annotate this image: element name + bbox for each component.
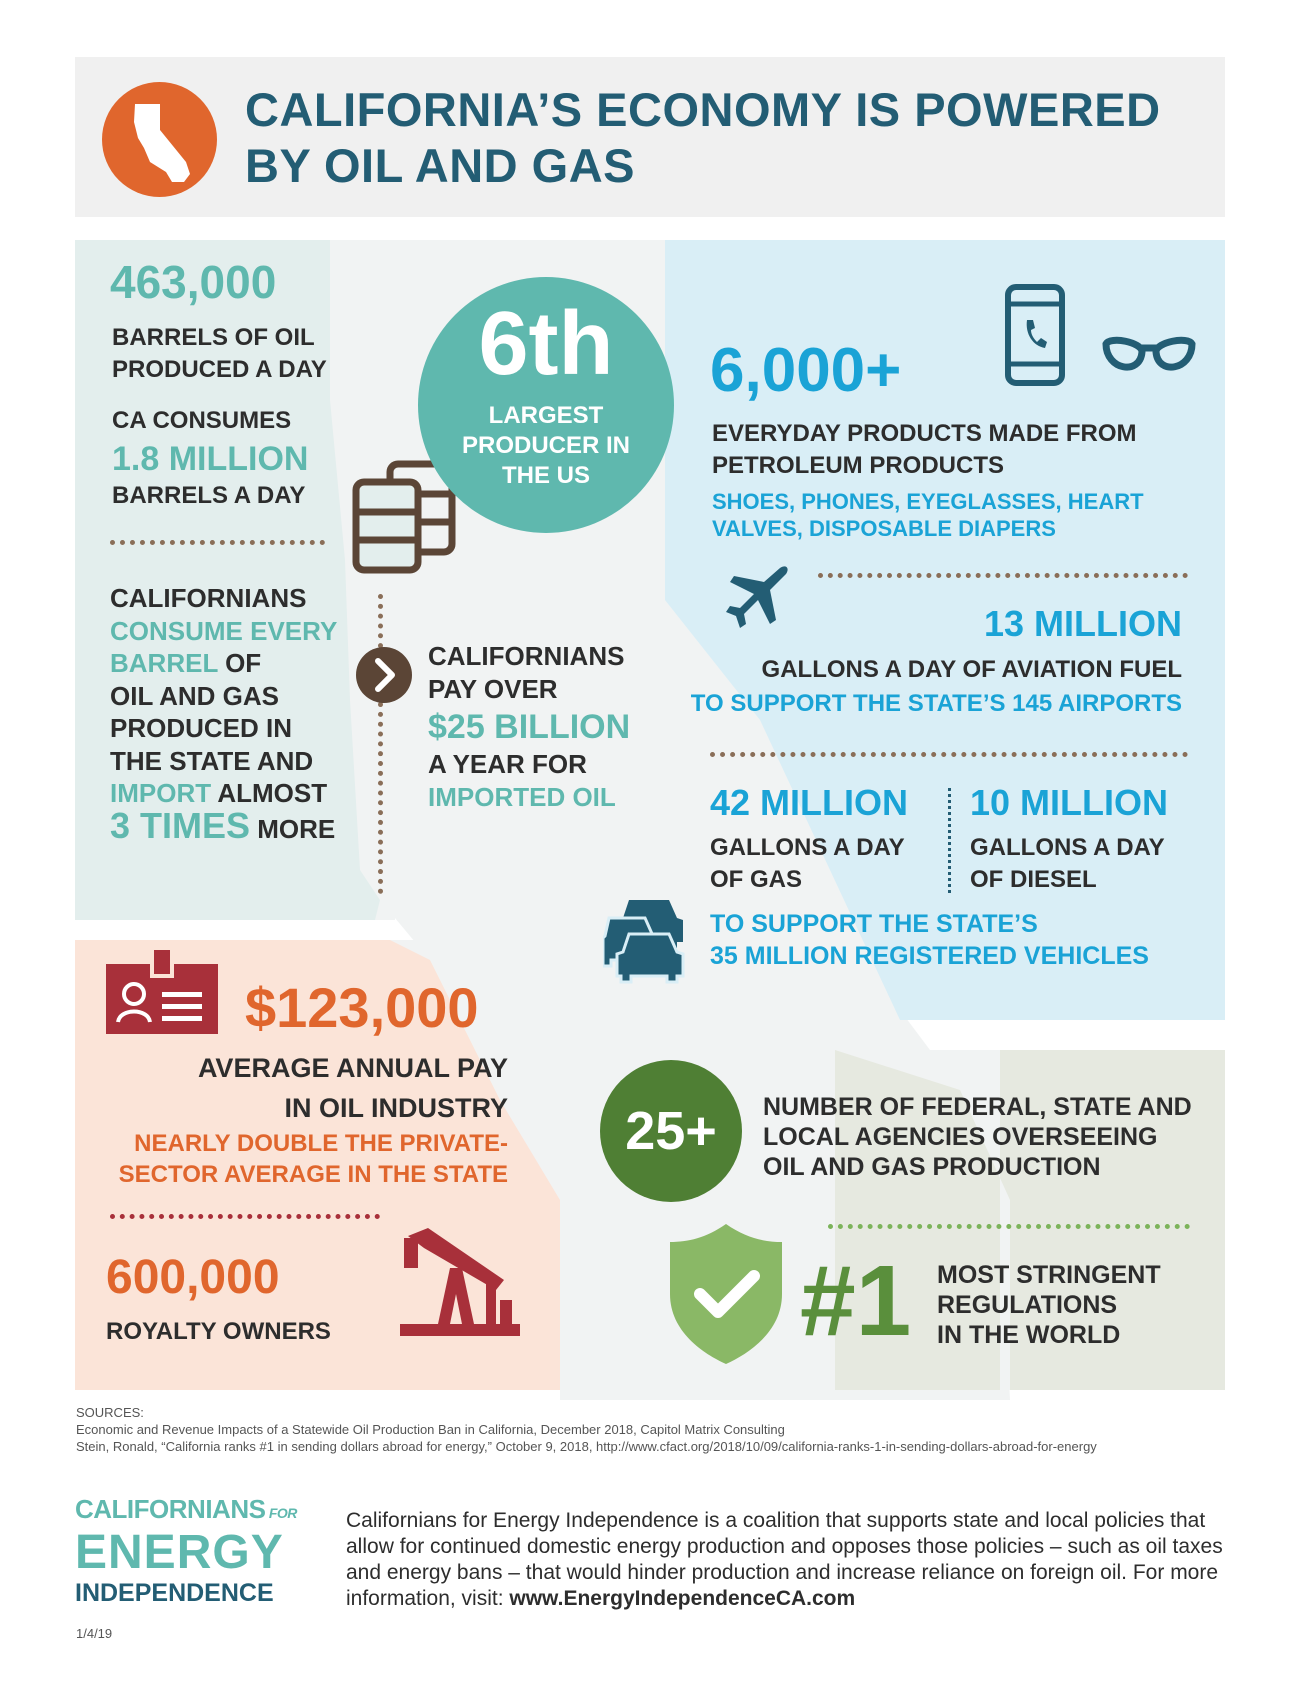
logo-line-1: CALIFORNIANS [75, 1494, 266, 1524]
agencies-label: NUMBER OF FEDERAL, STATE AND LOCAL AGENCIES OVERSEEING OIL AND GAS PRODUCTION [763, 1093, 1192, 1181]
divider-dots [110, 540, 325, 545]
imports-line-1: CALIFORNIANS [428, 641, 625, 671]
regulations-label-2: REGULATIONS [937, 1291, 1118, 1319]
royalty-label: ROYALTY OWNERS [106, 1318, 331, 1345]
id-badge-icon [106, 948, 218, 1034]
barrels-label: BARRELS OF OIL PRODUCED A DAY [112, 324, 327, 383]
regulations-label-1: MOST STRINGENT [937, 1261, 1161, 1289]
divider-dots [110, 1214, 380, 1219]
footer-description-text: Californians for Energy Independence is a coalition that supports state and local policies that allow for continued domestic energy production and opposes those policies – such as oil taxes and energy bans – that would hinder production and increase reliance on foreign oil. For more information, visit: [346, 1509, 1223, 1610]
page-title: CALIFORNIA’S ECONOMY IS POWERED BY OIL AND GAS [245, 83, 1161, 192]
rank-value: 6th [478, 294, 614, 394]
pay-label [110, 1048, 508, 1128]
regulations-label-3: IN THE WORLD [937, 1321, 1121, 1349]
consume-line-3a: BARREL [110, 648, 218, 678]
consume-line-4: OIL AND GAS [110, 680, 280, 711]
consume-line-2: CONSUME EVERY [110, 615, 338, 646]
rank-label: LARGEST PRODUCER IN THE US [461, 402, 630, 489]
vertical-divider-dots [378, 594, 383, 894]
vehicles-block [710, 908, 1149, 972]
consumes-suffix: BARRELS A DAY [112, 482, 306, 509]
regulations-value: #1 [800, 1245, 912, 1357]
logo-line-2: ENERGY [75, 1526, 284, 1579]
consume-line-1: CALIFORNIANS [110, 583, 307, 613]
divider-dots [710, 752, 1188, 757]
phone-icon [1005, 284, 1065, 386]
pay-sub-2: SECTOR AVERAGE IN THE STATE [118, 1161, 508, 1188]
diesel-label: GALLONS A DAY OF DIESEL [970, 834, 1165, 893]
coalition-logo [75, 1494, 297, 1608]
pumpjack-icon [400, 1228, 520, 1338]
consume-line-7a: IMPORT [110, 778, 212, 808]
shield-check-icon [668, 1222, 784, 1366]
agencies-circle [600, 1060, 742, 1202]
products-examples: SHOES, PHONES, EYEGLASSES, HEART VALVES, DISPOSABLE DIAPERS [712, 489, 1144, 541]
consume-line-3 [110, 647, 337, 680]
logo-line-1-for: FOR [265, 1505, 297, 1521]
diesel-value: 10 MILLION [970, 782, 1169, 823]
consume-line-3b: OF [217, 648, 262, 678]
cars-icon [603, 896, 687, 986]
eyeglasses-icon [1100, 330, 1200, 390]
vehicles-line-1: TO SUPPORT THE STATE’S [710, 910, 1038, 938]
imports-line-3: A YEAR FOR [428, 749, 587, 779]
rank-circle [418, 277, 674, 533]
divider-dots [818, 573, 1188, 578]
pay-sub [110, 1128, 508, 1190]
consume-line-6: THE STATE AND [110, 745, 314, 776]
logo-line-3: INDEPENDENCE [75, 1579, 274, 1607]
consume-line-5: PRODUCED IN [110, 713, 293, 743]
products-label: EVERYDAY PRODUCTS MADE FROM PETROLEUM PRODUCTS [712, 420, 1137, 479]
imports-line-2: PAY OVER [428, 674, 558, 704]
consume-line-8 [110, 804, 337, 846]
consume-text [110, 582, 337, 845]
royalty-value: 600,000 [106, 1251, 280, 1304]
pay-value: $123,000 [245, 976, 479, 1039]
sources-heading: SOURCES: [76, 1405, 144, 1420]
aviation-value: 13 MILLION [983, 603, 1182, 644]
consumes-value: 1.8 MILLION [112, 440, 309, 478]
gas-label: GALLONS A DAY OF GAS [710, 834, 905, 893]
consume-line-8a: 3 TIMES [110, 804, 251, 846]
divider-dots [828, 1224, 1190, 1229]
consume-line-8b: MORE [250, 813, 336, 844]
footer-description [346, 1508, 1226, 1612]
consume-line-7b: ALMOST [211, 778, 328, 808]
products-value: 6,000+ [710, 336, 902, 405]
chevron-right-icon-circle [356, 647, 412, 703]
pay-sub-1: NEARLY DOUBLE THE PRIVATE- [134, 1130, 508, 1157]
airplane-icon [718, 562, 792, 636]
aviation-sub: TO SUPPORT THE STATE’S 145 AIRPORTS [690, 690, 1182, 717]
gas-value: 42 MILLION [710, 782, 909, 823]
sources [76, 1404, 1226, 1455]
source-item: Economic and Revenue Impacts of a Statewide Oil Production Ban in California, December 2018, Capitol Matrix Consulting [76, 1422, 785, 1437]
pay-label-1: AVERAGE ANNUAL PAY [197, 1053, 508, 1083]
footer-date: 1/4/19 [76, 1626, 113, 1641]
imports-value: $25 BILLION [428, 708, 631, 746]
barrels-value: 463,000 [110, 256, 277, 308]
vehicles-line-2: 35 MILLION REGISTERED VEHICLES [710, 942, 1149, 970]
consumes-prefix: CA CONSUMES [112, 407, 292, 434]
imports-line-4: IMPORTED OIL [428, 782, 616, 812]
source-item: Stein, Ronald, “California ranks #1 in sending dollars abroad for energy,” October 9, 2018, http://www.cfact.org/2018/10/09/california-ranks-1-in-sending-dollars-abroad-for-energy [76, 1439, 1097, 1454]
chevron-right-icon [356, 647, 412, 703]
pay-label-2: IN OIL INDUSTRY [284, 1093, 508, 1123]
vertical-divider-dots [948, 788, 951, 893]
footer-url-link[interactable]: www.EnergyIndependenceCA.com [509, 1587, 856, 1610]
regulations-label [937, 1260, 1161, 1350]
aviation-label: GALLONS A DAY OF AVIATION FUEL [761, 656, 1182, 683]
imports-block [428, 640, 630, 814]
agencies-value: 25+ [625, 1101, 717, 1161]
